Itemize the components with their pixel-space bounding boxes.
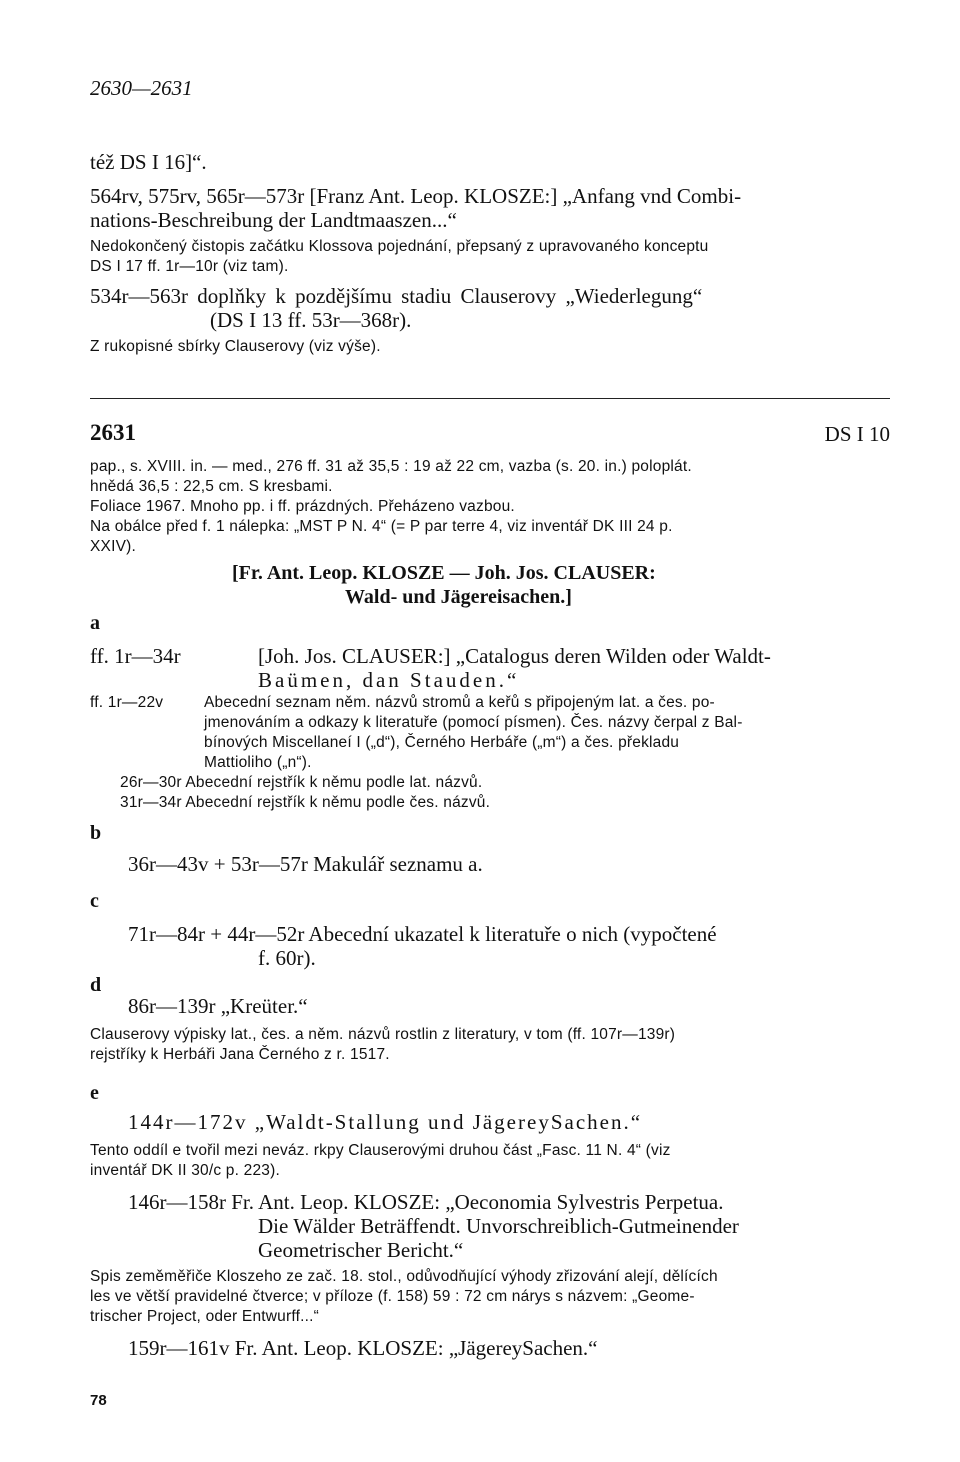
part-b-letter: b <box>90 822 102 844</box>
description-line-5: XXIV). <box>90 538 136 555</box>
part-e-item2-line-2: Die Wälder Beträffendt. Unvorschreiblich-Gutmeinender <box>258 1214 739 1238</box>
prev-note-1: Nedokončený čistopis začátku Klossova pojednání, přepsaný z upravovaného konceptu <box>90 238 709 255</box>
part-e-note-3: Spis zeměměřiče Kloszeho ze zač. 18. stol., odůvodňující výhody zřizování alejí, dělících <box>90 1268 718 1285</box>
prev-line-3: nations-Beschreibung der Landtmaaszen...“ <box>90 208 457 232</box>
part-d-letter: d <box>90 974 102 996</box>
prev-line-2: 564rv, 575rv, 565r—573r [Franz Ant. Leop. KLOSZE:] „Anfang vnd Combi- <box>90 184 742 208</box>
part-e-note-1: Tento oddíl e tvořil mezi neváz. rkpy Clauserovými druhou část „Fasc. 11 N. 4“ (viz <box>90 1142 671 1159</box>
part-a-letter: a <box>90 612 100 634</box>
running-header: 2630—2631 <box>90 76 193 100</box>
page-number: 78 <box>90 1392 107 1409</box>
part-a-sub1-line-3: bínových Miscellaneí I („d“), Černého Herbáře („m“) a čes. překladu <box>204 734 680 751</box>
part-a-sub1-line-2: jmenováním a odkazy k literatuře (pomocí písmen). Čes. názvy čerpal z Bal- <box>204 714 743 731</box>
part-d-note-2: rejstříky k Herbáři Jana Černého z r. 1517. <box>90 1046 390 1063</box>
prev-line-1: též DS I 16]“. <box>90 150 207 174</box>
part-a-folios: ff. 1r—34r <box>90 644 181 668</box>
prev-note-3: Z rukopisné sbírky Clauserovy (viz výše). <box>90 338 381 355</box>
part-e-title: 144r—172v „Waldt-Stallung und JägereySachen.“ <box>128 1110 643 1134</box>
description-line-2: hnědá 36,5 : 22,5 cm. S kresbami. <box>90 478 333 495</box>
part-a-sub1-line-1: Abecední seznam něm. názvů stromů a keřů s připojeným lat. a čes. po- <box>204 694 715 711</box>
entry-number: 2631 <box>90 420 136 445</box>
section-divider <box>90 398 890 399</box>
part-a-sub3: 31r—34r Abecední rejstřík k němu podle čes. názvů. <box>120 794 491 811</box>
description-line-1: pap., s. XVIII. in. — med., 276 ff. 31 až 35,5 : 19 až 22 cm, vazba (s. 20. in.) poloplát. <box>90 458 692 475</box>
part-a-sub1-line-4: Mattioliho („n“). <box>204 754 312 771</box>
part-e-note-5: trischer Project, oder Entwurff...“ <box>90 1308 319 1325</box>
entry-title-line-2: Wald- und Jägereisachen.] <box>345 586 572 608</box>
part-b-text: 36r—43v + 53r—57r Makulář seznamu a. <box>128 852 483 876</box>
part-d-note-1: Clauserovy výpisky lat., čes. a něm. názvů rostlin z literatury, v tom (ff. 107r—139r) <box>90 1026 676 1043</box>
part-d-title: 86r—139r „Kreüter.“ <box>128 994 308 1018</box>
part-c-line-2: f. 60r). <box>258 946 316 970</box>
part-c-line-1: 71r—84r + 44r—52r Abecední ukazatel k literatuře o nich (vypočtené <box>128 922 717 946</box>
entry-title-line-1: [Fr. Ant. Leop. KLOSZE — Joh. Jos. CLAUSER: <box>232 562 656 584</box>
description-line-3: Foliace 1967. Mnoho pp. i ff. prázdných. Přeházeno vazbou. <box>90 498 515 515</box>
part-e-item2-line-1: 146r—158r Fr. Ant. Leop. KLOSZE: „Oeconomia Sylvestris Perpetua. <box>128 1190 724 1214</box>
part-a-sub2: 26r—30r Abecední rejstřík k němu podle lat. názvů. <box>120 774 483 791</box>
part-a-sub1-folios: ff. 1r—22v <box>90 694 164 711</box>
part-a-title-line-1: [Joh. Jos. CLAUSER:] „Catalogus deren Wilden oder Waldt- <box>258 644 771 668</box>
part-e-item3: 159r—161v Fr. Ant. Leop. KLOSZE: „JägereySachen.“ <box>128 1336 598 1360</box>
prev-line-7: (DS I 13 ff. 53r—368r). <box>210 308 412 332</box>
prev-line-6: 534r—563r doplňky k pozdějšímu stadiu Clauserovy „Wiederlegung“ <box>90 284 703 308</box>
part-a-title-line-2: Baümen, dan Stauden.“ <box>258 668 520 692</box>
part-e-item2-line-3: Geometrischer Bericht.“ <box>258 1238 464 1262</box>
prev-note-2: DS I 17 ff. 1r—10r (viz tam). <box>90 258 289 275</box>
description-line-4: Na obálce před f. 1 nálepka: „MST P N. 4“ (= P par terre 4, viz inventář DK III 24 p. <box>90 518 673 535</box>
part-c-letter: c <box>90 890 99 912</box>
entry-signature: DS I 10 <box>824 422 890 446</box>
part-e-letter: e <box>90 1082 99 1104</box>
part-e-note-4: les ve větší pravidelné čtverce; v příloze (f. 158) 59 : 72 cm nárys s názvem: „Geome- <box>90 1288 695 1305</box>
part-e-note-2: inventář DK II 30/c p. 223). <box>90 1162 280 1179</box>
